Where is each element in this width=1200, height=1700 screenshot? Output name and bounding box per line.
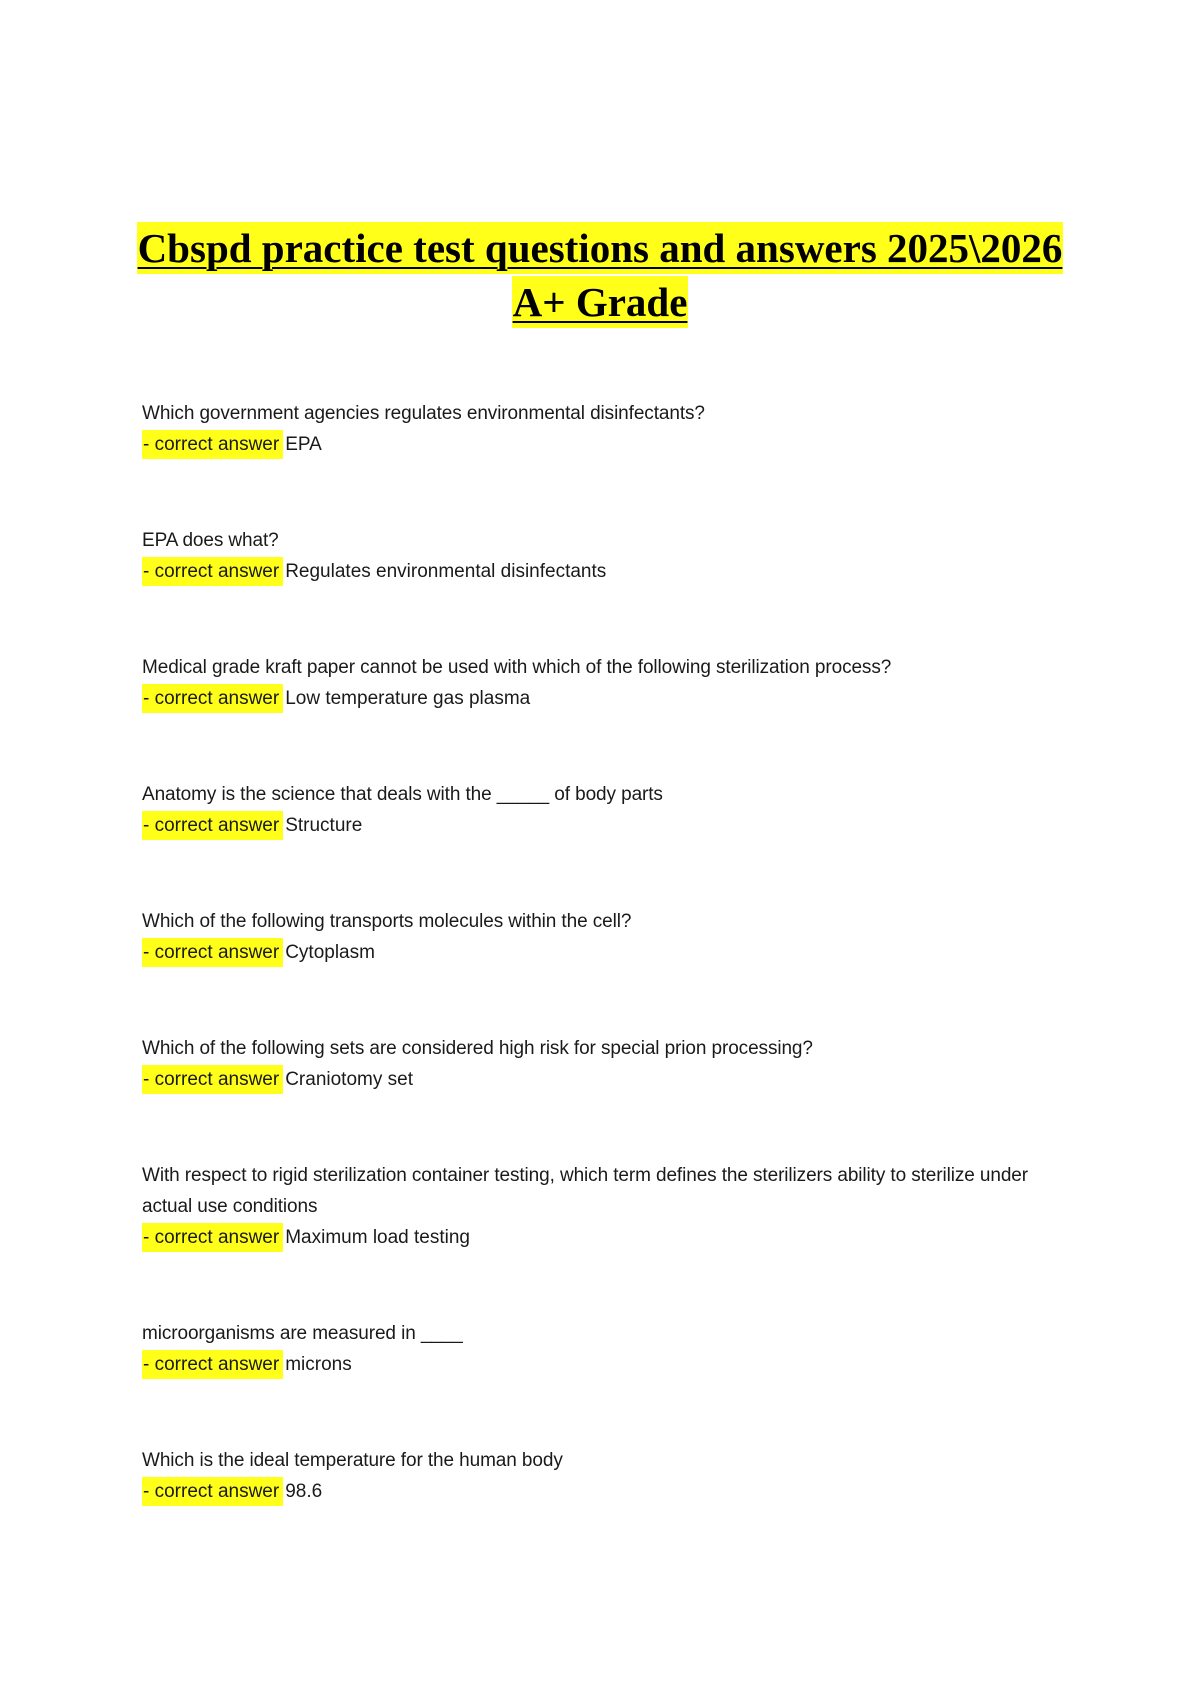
answer-prefix: - correct answer bbox=[142, 430, 283, 459]
question-text: EPA does what? bbox=[142, 530, 279, 551]
answer-prefix: - correct answer bbox=[142, 557, 283, 586]
qa-list bbox=[142, 398, 1062, 1508]
answer-text: Regulates environmental disinfectants bbox=[285, 561, 607, 582]
answer-prefix: - correct answer bbox=[142, 1223, 283, 1252]
answer-prefix: - correct answer bbox=[142, 938, 283, 967]
answer-text: microns bbox=[285, 1354, 352, 1375]
answer-text: EPA bbox=[285, 434, 322, 455]
qa-item bbox=[142, 398, 1062, 461]
answer-text: Maximum load testing bbox=[285, 1227, 470, 1248]
qa-item bbox=[142, 1318, 1062, 1381]
qa-item bbox=[142, 525, 1062, 588]
question-text: Which of the following transports molecules within the cell? bbox=[142, 911, 632, 932]
answer-prefix: - correct answer bbox=[142, 1477, 283, 1506]
answer-prefix: - correct answer bbox=[142, 684, 283, 713]
answer-text: Craniotomy set bbox=[285, 1069, 413, 1090]
qa-item bbox=[142, 1160, 1062, 1254]
answer-line bbox=[142, 429, 1062, 461]
answer-line bbox=[142, 810, 1062, 842]
answer-line bbox=[142, 683, 1062, 715]
question-text: microorganisms are measured in ____ bbox=[142, 1323, 463, 1344]
answer-line bbox=[142, 556, 1062, 588]
answer-text: Cytoplasm bbox=[285, 942, 375, 963]
qa-item bbox=[142, 1445, 1062, 1508]
answer-prefix: - correct answer bbox=[142, 1350, 283, 1379]
answer-text: Structure bbox=[285, 815, 363, 836]
document-title bbox=[0, 222, 1200, 330]
answer-line bbox=[142, 937, 1062, 969]
qa-item bbox=[142, 1033, 1062, 1096]
question-text: Which is the ideal temperature for the human body bbox=[142, 1450, 563, 1471]
question-text: With respect to rigid sterilization container testing, which term defines the sterilizers ability to sterilize under actual use conditions bbox=[142, 1165, 1029, 1217]
answer-prefix: - correct answer bbox=[142, 811, 283, 840]
answer-text: 98.6 bbox=[285, 1481, 323, 1502]
question-text: Medical grade kraft paper cannot be used with which of the following sterilization process? bbox=[142, 657, 892, 678]
qa-item bbox=[142, 779, 1062, 842]
title-line-1: Cbspd practice test questions and answers 2025\2026 bbox=[137, 222, 1064, 274]
qa-item bbox=[142, 652, 1062, 715]
answer-line bbox=[142, 1476, 1062, 1508]
qa-item bbox=[142, 906, 1062, 969]
answer-line bbox=[142, 1349, 1062, 1381]
question-text: Which government agencies regulates environmental disinfectants? bbox=[142, 403, 705, 424]
answer-text: Low temperature gas plasma bbox=[285, 688, 531, 709]
answer-line bbox=[142, 1064, 1062, 1096]
answer-line bbox=[142, 1222, 1062, 1254]
question-text: Anatomy is the science that deals with the _____ of body parts bbox=[142, 784, 663, 805]
answer-prefix: - correct answer bbox=[142, 1065, 283, 1094]
title-line-2: A+ Grade bbox=[512, 276, 689, 328]
question-text: Which of the following sets are considered high risk for special prion processing? bbox=[142, 1038, 813, 1059]
